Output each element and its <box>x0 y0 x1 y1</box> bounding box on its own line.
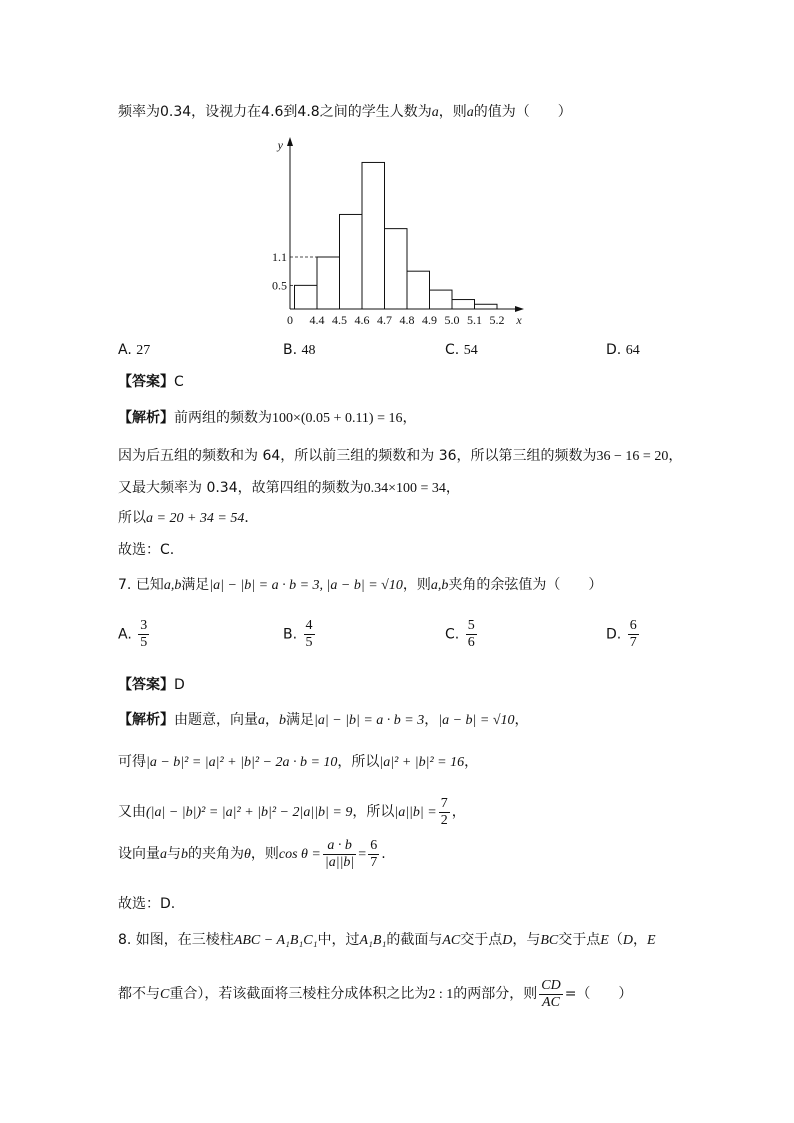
histogram-bar <box>340 214 363 309</box>
analysis-text: 设向量 <box>118 846 160 862</box>
q6-option-b[interactable] <box>283 342 316 359</box>
analysis-conclusion-text: 故选：C. <box>118 542 175 558</box>
q8-fraction <box>539 978 562 1011</box>
option-letter: C. <box>445 626 460 643</box>
q8-text: 交于点 <box>558 932 601 948</box>
y-axis-arrow <box>287 137 293 146</box>
analysis-math: cos θ = <box>278 847 321 862</box>
analysis-punct: ， <box>514 712 529 728</box>
analysis-punct: ， <box>402 410 417 426</box>
q7-math: a,b <box>163 578 182 593</box>
q7-text: ，则 <box>402 577 431 593</box>
analysis-text: 可得 <box>118 754 146 770</box>
q6-var-a: a <box>431 105 439 120</box>
answer-label: 【答案】 <box>118 374 174 390</box>
analysis-text: 前两组的频数为 <box>174 410 272 426</box>
fraction-denominator: 7 <box>370 854 378 870</box>
option-value: 54 <box>463 343 478 358</box>
analysis-text: 因为后五组的频数和为 64，所以前三组的频数和为 36，所以第三组的频数为 <box>118 448 597 464</box>
analysis-math: |a − b| = √10 <box>438 713 515 728</box>
q7-option-c[interactable] <box>445 618 479 651</box>
x-tick-label: 5.0 <box>444 313 460 327</box>
analysis-math: b <box>279 713 286 728</box>
q8-text: 的两部分，则 <box>453 986 538 1002</box>
analysis-label: 【解析】 <box>118 410 174 426</box>
fraction-denominator: 5 <box>305 635 313 650</box>
analysis-math: |a||b| = <box>394 805 437 820</box>
analysis-text: 所以 <box>118 510 146 526</box>
q6-analysis-conclusion <box>118 540 174 560</box>
analysis-punct: ， <box>445 480 460 496</box>
q8-text: 的截面与 <box>386 932 443 948</box>
q7-analysis-line-2 <box>118 752 478 773</box>
fraction-denominator: AC <box>542 994 560 1010</box>
frequency-histogram <box>270 132 530 332</box>
q7-text: 夹角的余弦值为（ ） <box>448 577 603 593</box>
option-fraction <box>138 618 149 651</box>
analysis-text: 又由 <box>118 804 146 820</box>
histogram-bar <box>475 304 498 309</box>
y-tick-label: 1.1 <box>272 250 287 264</box>
q8-text: 中，过 <box>317 932 360 948</box>
x-tick-label: 4.5 <box>332 313 347 327</box>
analysis-math: |a|² + |b|² = 16 <box>379 755 465 770</box>
q6-stem-mid: ，则 <box>438 104 467 120</box>
q7-analysis-line-4: 设向量a与b的夹角为θ，则cos θ = $\frac{a \cdot b}{|a||b|}$ = $\frac{6}{7}$ . <box>118 837 386 870</box>
q6-stem-text: 频率为0.34，设视力在4.6到4.8之间的学生人数为 <box>118 104 432 120</box>
q8-text: 都不与 <box>118 986 160 1002</box>
option-fraction <box>628 618 639 651</box>
x-tick-label: 0 <box>287 313 293 327</box>
analysis-math: (|a| − |b|)² = |a|² + |b|² − 2|a||b| = 9 <box>146 805 353 820</box>
analysis-label: 【解析】 <box>118 712 174 728</box>
q8-text: ， <box>632 932 647 948</box>
fraction-numerator: 6 <box>370 837 378 853</box>
fraction-numerator: 4 <box>305 618 313 633</box>
histogram-bar <box>317 257 340 309</box>
analysis-text: ，所以 <box>352 804 395 820</box>
fraction-numerator: CD <box>541 977 561 993</box>
analysis-punct: ， <box>265 712 279 728</box>
answer-value: C <box>174 374 184 390</box>
q7-math: a,b <box>430 578 449 593</box>
q8-math: ABC − A₁B₁C₁ <box>233 933 318 948</box>
q8-text: =（ ） <box>564 986 633 1002</box>
q7-answer <box>118 675 185 695</box>
q7-math: |a| − |b| = a · b = 3, |a − b| = √10 <box>209 578 403 593</box>
q6-analysis-line-2 <box>118 446 682 467</box>
fraction-numerator: 5 <box>467 618 475 633</box>
q7-analysis-conclusion <box>118 894 175 914</box>
option-letter: D. <box>606 342 622 358</box>
analysis-text: 又最大频率为 0.34，故第四组的频数为 <box>118 480 364 496</box>
histogram-bar <box>362 162 385 309</box>
analysis-punct: ， <box>451 804 466 820</box>
q8-stem-line-2 <box>118 974 632 1015</box>
option-value: 64 <box>625 343 640 358</box>
fraction-denominator: 5 <box>140 635 148 650</box>
q6-stem-end: 的值为（ ） <box>473 104 572 120</box>
q6-option-a[interactable] <box>118 342 150 359</box>
x-tick-label: 4.4 <box>309 313 325 327</box>
x-tick-label: 5.1 <box>467 313 482 327</box>
q6-option-d[interactable] <box>606 342 640 359</box>
analysis-math: |a − b|² = |a|² + |b|² − 2a · b = 10 <box>146 755 338 770</box>
q8-text: 重合），若该截面将三棱柱分成体积之比为 <box>169 986 429 1002</box>
histogram-bar <box>407 271 430 309</box>
q8-text: （ <box>608 932 623 948</box>
histogram-bar <box>385 229 408 309</box>
analysis-math: b <box>181 847 188 862</box>
fraction-numerator: 6 <box>629 618 637 633</box>
option-letter: B. <box>283 626 298 643</box>
q8-math: A₁B₁ <box>359 933 387 948</box>
analysis-punct: ， <box>464 754 479 770</box>
q8-text: 交于点 <box>460 932 503 948</box>
x-tick-label: 4.9 <box>422 313 437 327</box>
analysis-math: = <box>358 847 367 862</box>
fraction-numerator: 3 <box>140 618 148 633</box>
option-letter: C. <box>445 342 460 358</box>
q6-stem <box>118 102 572 123</box>
option-value: 27 <box>136 343 151 358</box>
q6-answer <box>118 372 184 392</box>
q7-option-d[interactable] <box>606 618 641 651</box>
fraction-numerator: 7 <box>440 795 448 811</box>
option-letter: A. <box>118 626 132 643</box>
q8-math: E <box>646 933 656 948</box>
analysis-text: 与 <box>167 846 181 862</box>
histogram-bar <box>295 285 318 309</box>
analysis-punct: ， <box>424 712 439 728</box>
histogram-bar <box>452 300 475 309</box>
fraction-denominator: |a||b| <box>324 854 355 870</box>
y-axis-label: y <box>277 138 283 152</box>
option-letter: B. <box>283 342 298 358</box>
analysis-fraction <box>323 838 356 871</box>
q7-option-a[interactable] <box>118 618 151 651</box>
answer-label: 【答案】 <box>118 677 174 693</box>
x-axis-label: x <box>516 313 522 327</box>
q6-var-a-2: a <box>466 105 474 120</box>
analysis-math: 0.34×100 = 34 <box>363 481 446 496</box>
x-tick-label: 4.8 <box>399 313 415 327</box>
option-letter: A. <box>118 342 132 358</box>
analysis-math: a <box>258 713 265 728</box>
analysis-fraction <box>439 796 450 829</box>
analysis-text: 的夹角为 <box>188 846 244 862</box>
q7-option-b[interactable] <box>283 618 317 651</box>
histogram-bar <box>430 290 453 309</box>
option-fraction <box>304 618 315 651</box>
question-number: 7. <box>118 577 132 593</box>
analysis-fraction <box>368 838 379 871</box>
analysis-text: 满足 <box>286 712 314 728</box>
analysis-math: θ <box>244 847 251 862</box>
q8-math: C <box>160 987 170 1002</box>
fraction-denominator: 2 <box>440 812 448 828</box>
q8-text: ，与 <box>512 932 541 948</box>
analysis-punct: ． <box>244 510 259 526</box>
q7-text: 满足 <box>181 577 210 593</box>
q8-math: AC <box>442 933 461 948</box>
q8-math: BC <box>540 933 559 948</box>
x-axis-arrow <box>515 306 524 312</box>
option-letter: D. <box>606 626 622 643</box>
analysis-conclusion-text: 故选：D. <box>118 896 176 912</box>
fraction-numerator: a · b <box>323 838 356 855</box>
q8-math: D <box>622 933 633 948</box>
q6-analysis-line-3 <box>118 478 460 499</box>
q8-math: E <box>600 933 609 948</box>
option-fraction <box>466 618 477 651</box>
analysis-math: a <box>160 847 167 862</box>
fraction-denominator: 6 <box>467 635 475 650</box>
answer-value: D <box>174 677 185 693</box>
analysis-text: ，则 <box>250 846 279 862</box>
y-tick-label: 0.5 <box>272 278 287 293</box>
x-tick-label: 5.2 <box>489 313 505 327</box>
x-tick-label: 4.7 <box>377 313 392 327</box>
q8-text: 8. 如图，在三棱柱 <box>118 932 234 948</box>
q7-text: 已知 <box>135 577 164 593</box>
analysis-text: ，所以 <box>337 754 380 770</box>
analysis-text: 由题意，向量 <box>174 712 258 728</box>
x-tick-label: 4.6 <box>354 313 370 327</box>
analysis-math: 36 − 16 = 20 <box>596 449 669 464</box>
q8-math: D <box>502 933 513 948</box>
q6-analysis-line-1 <box>118 408 417 429</box>
analysis-math: a = 20 + 34 = 54 <box>146 511 245 526</box>
analysis-math: 100×(0.05 + 0.11) = 16 <box>272 411 403 426</box>
q7-analysis-line-1 <box>118 710 529 731</box>
q7-analysis-line-3 <box>118 792 466 833</box>
q8-stem-line-1 <box>118 930 656 951</box>
q6-analysis-line-4 <box>118 508 258 529</box>
q6-option-c[interactable] <box>445 342 478 359</box>
analysis-punct: ， <box>668 448 683 464</box>
fraction-denominator: 7 <box>629 635 637 650</box>
option-value: 48 <box>301 343 316 358</box>
analysis-math: |a| − |b| = a · b = 3 <box>314 713 425 728</box>
q7-stem <box>118 575 602 596</box>
q8-math: 2 : 1 <box>428 987 454 1002</box>
